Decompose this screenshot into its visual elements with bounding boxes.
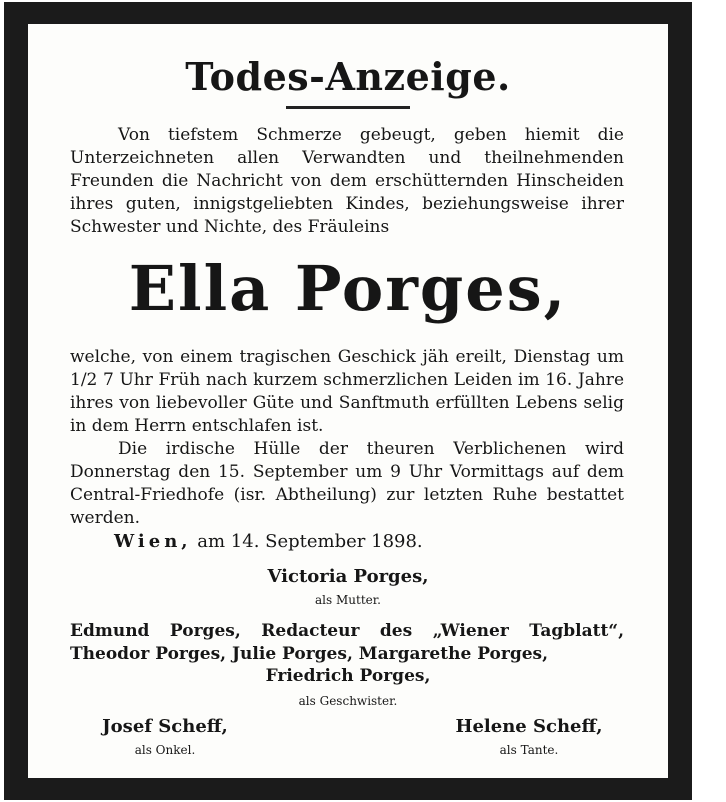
notice-date: am 14. September 1898. (197, 531, 423, 552)
place-and-date (114, 531, 423, 552)
siblings-names: Edmund Porges, Redacteur des „Wiener Tagblatt“, Theodor Porges, Julie Porges, Margarethe Porges, (70, 621, 624, 664)
aunt-name: Helene Scheff, (455, 716, 603, 737)
aunt-signature (444, 716, 614, 757)
body-paragraph: welche, von einem tragischen Geschick jäh ereilt, Dienstag um 1/2 7 Uhr Früh nach kurzem schmerzlichen Leiden im 16. Jahre ihres von liebevoller Güte und Sanftmuth erfüllten Lebens selig in dem Herrn entschlafen ist. (70, 347, 624, 436)
notice-sheet (28, 24, 668, 778)
uncle-role: als Onkel. (134, 743, 196, 757)
siblings-names-last: Friedrich Porges, (265, 666, 431, 686)
intro-text: Von tiefstem Schmerze gebeugt, geben hiemit die Unterzeichneten allen Verwandten und theilnehmenden Freunden die Nachricht von dem erschütternden Hinscheiden ihres guten, innigstgeliebten Kindes, beziehungsweise ihrer Schwester und Nichte, des Fräuleins (70, 125, 624, 237)
intro-paragraph (70, 124, 624, 239)
place-name: Wien, (114, 531, 192, 552)
uncle-name: Josef Scheff, (102, 716, 228, 737)
notice-title: Todes-Anzeige. (185, 54, 511, 99)
funeral-text: Die irdische Hülle der theuren Verblichenen wird Donnerstag den 15. September um 9 Uhr Vormittags auf dem Central-Friedhofe (isr. Abtheilung) zur letzten Ruhe bestattet werden. (70, 439, 624, 528)
mourning-border (4, 2, 692, 800)
siblings-role: als Geschwister. (298, 694, 398, 708)
title-divider (286, 106, 410, 109)
funeral-paragraph (70, 438, 624, 530)
deceased-name: Ella Porges, (128, 252, 568, 325)
uncle-signature (90, 716, 240, 757)
mother-role: als Mutter. (315, 593, 381, 607)
aunt-role: als Tante. (499, 743, 559, 757)
mother-name: Victoria Porges, (267, 566, 429, 587)
